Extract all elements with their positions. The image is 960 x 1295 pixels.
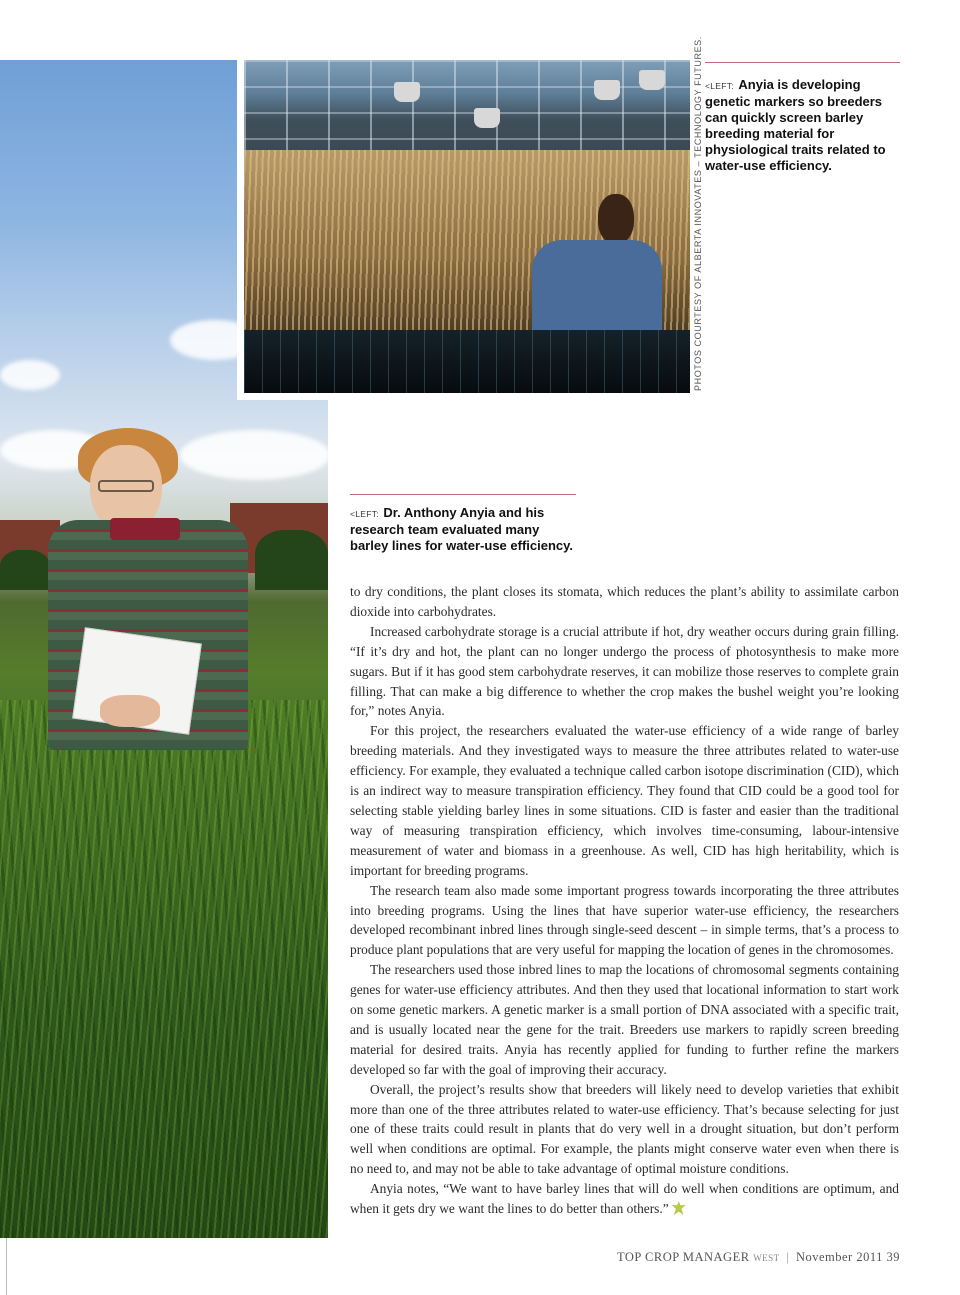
caption-rule <box>350 494 576 495</box>
photo-credit: PHOTOS COURTESY OF ALBERTA INNOVATES – TECHNOLOGY FUTURES. <box>693 36 703 391</box>
article-paragraph: The researchers used those inbred lines to map the locations of chromosomal segments containing genes for water-use efficiency attributes. And then they used that locational information to start work on some genetic markers. A genetic marker is a small portion of DNA associated with a specific trait, and is usually located near the gene for the trait. Breeders use markers to rapidly screen breeding material for desired traits. Anyia has recently applied for funding to further refine the markers developed so far with the goal of improving their accuracy. <box>350 962 899 1077</box>
caption-text: Dr. Anthony Anyia and his research team evaluated many barley lines for water-use efficiency. <box>350 505 574 553</box>
footer-separator: | <box>786 1250 790 1264</box>
magazine-edition: WEST <box>753 1253 780 1263</box>
greenhouse-photo <box>244 60 690 393</box>
caption-rule <box>705 62 900 63</box>
article-body <box>350 582 899 1219</box>
caption-greenhouse <box>705 62 900 174</box>
article-paragraph: Increased carbohydrate storage is a crucial attribute if hot, dry weather occurs during grain filling. “If it’s dry and hot, the plant can no longer undergo the process of photosynthesis to make more sugars. But if it has good stem carbohydrate reserves, it can mobilize those reserves to complete grain filling. That can make a big difference to whether the crop makes the bushel weight you’re looking for,” notes Anyia. <box>350 623 899 719</box>
article-paragraph: to dry conditions, the plant closes its stomata, which reduces the plant’s ability to assimilate carbon dioxide into carbohydrates. <box>350 584 899 619</box>
margin-rule <box>6 1238 7 1295</box>
leaf-icon <box>672 1201 686 1215</box>
caption-tag: <LEFT: <box>705 81 734 91</box>
page-number: 39 <box>886 1250 900 1264</box>
caption-field <box>350 494 576 554</box>
glasses-detail <box>98 480 154 492</box>
article-paragraph-text: Anyia notes, “We want to have barley lines that will do well when conditions are optimum, and when it gets dry we want the lines to do better than others.” <box>350 1181 899 1217</box>
caption-text: Anyia is developing genetic markers so breeders can quickly screen barley breeding material for physiological traits related to water-use efficiency. <box>705 77 886 173</box>
caption-tag: <LEFT: <box>350 509 379 519</box>
article-paragraph: For this project, the researchers evaluated the water-use efficiency of a wide range of barley breeding materials. And they investigated ways to measure the three attributes related to water-use efficiency. For example, they evaluated a technique called carbon isotope discrimination (CID), which is an indirect way to measure transpiration efficiency. They found that CID could be a good tool for selecting stable yielding barley lines in some situations. CID is faster and easier than the traditional way of measuring transpiration efficiency, which involves time-consuming, labour-intensive measurement of water and biomass in a greenhouse. As well, CID has high heritability, which is important for breeding programs. <box>350 723 899 878</box>
article-paragraph: Overall, the project’s results show that breeders will likely need to develop varieties that exhibit more than one of the three attributes related to water-use efficiency. That’s because selecting for just one of these traits could result in plants that do very well in a drought situation, but don’t perform well when conditions are optimal. For example, the plants might conserve water even when there is no need to, and may not be able to take advantage of optimal moisture conditions. <box>350 1081 899 1177</box>
issue-date: November 2011 <box>795 1250 883 1264</box>
page-footer <box>600 1250 900 1265</box>
magazine-name: TOP CROP MANAGER <box>617 1250 750 1264</box>
article-paragraph-last <box>350 1179 899 1219</box>
article-paragraph: The research team also made some important progress towards incorporating the three attributes into breeding programs. Using the lines that have superior water-use efficiency, the researchers developed recombinant inbred lines through single-seed descent – in simple terms, that’s a process to produce plant populations that are very useful for mapping the location of genes in the chromosomes. <box>350 882 899 958</box>
